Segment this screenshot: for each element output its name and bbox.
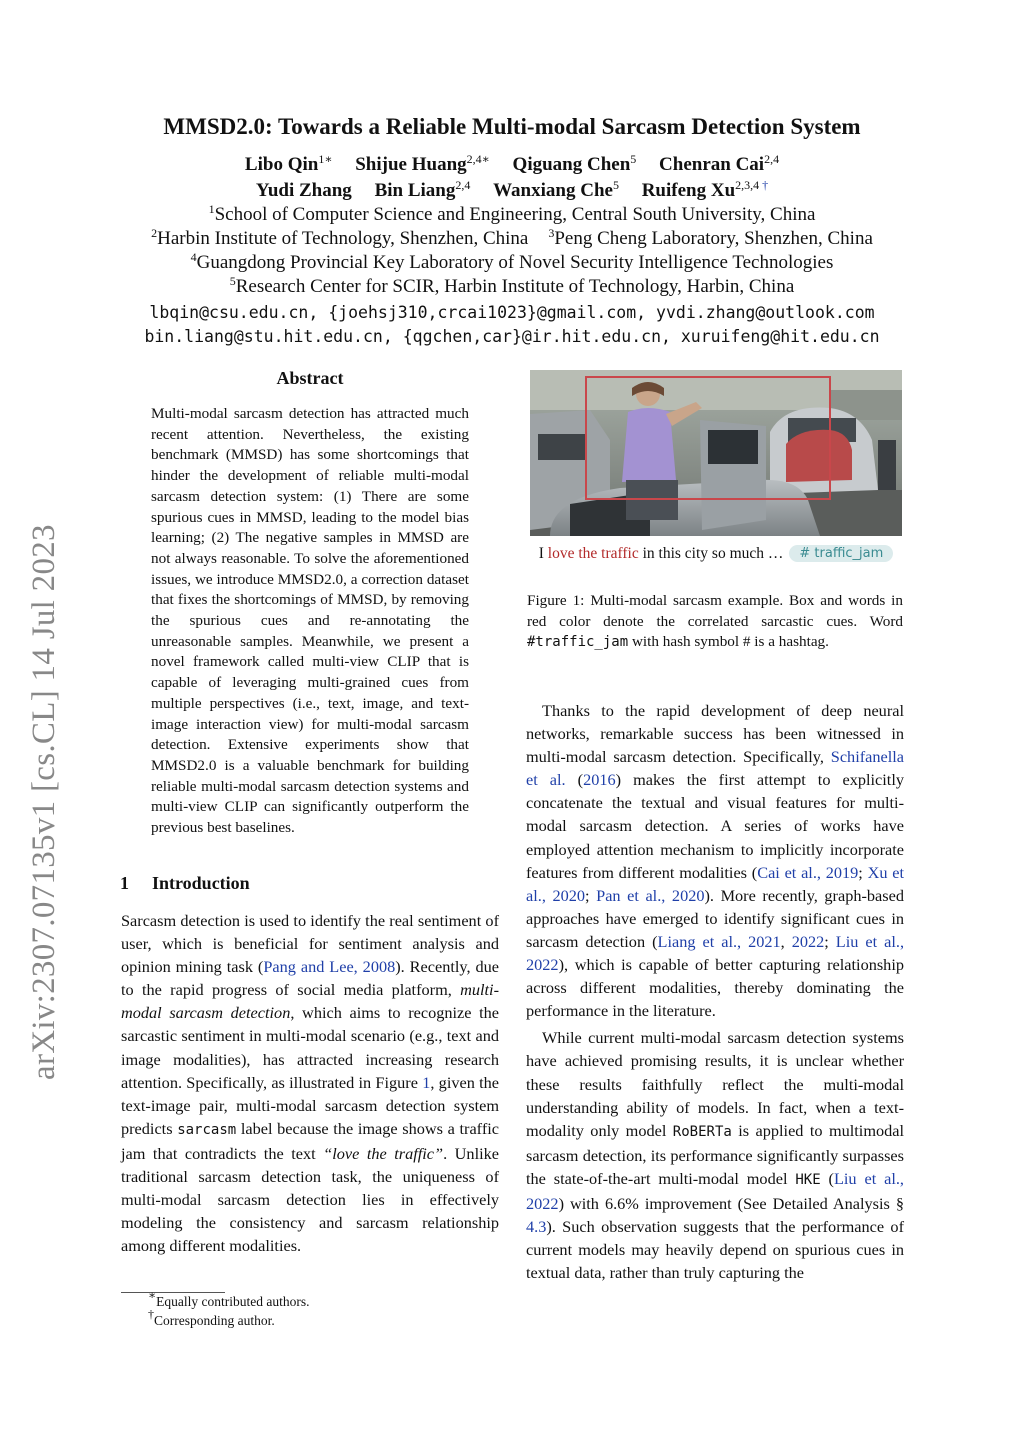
- hashtag-badge: # traffic_jam: [789, 545, 893, 562]
- citation-link[interactable]: Liu et al., 2022: [526, 1168, 904, 1213]
- figure-reference-link[interactable]: 1: [422, 1072, 431, 1092]
- affiliation-4: $^4$Guangdong Provincial Key Laboratory of Novel Security Intelligence Technologies: [190, 250, 834, 273]
- citation-link[interactable]: 2022: [791, 931, 825, 951]
- section-reference-link[interactable]: 4.3: [526, 1217, 547, 1237]
- affiliation-2-3: $^2$Harbin Institute of Technology, Shenzhen, China $^3$Peng Cheng Laboratory, Shenzhen, China: [151, 226, 873, 249]
- paper-title: MMSD2.0: Towards a Reliable Multi-modal Sarcasm Detection System: [163, 114, 861, 139]
- figure-text-caption: I love the traffic in this city so much … # traffic_jam: [530, 545, 902, 571]
- author: Ruifeng $Xu^{2,3,4 \dagger}$: [641, 178, 769, 201]
- citation-link[interactable]: Xu et al., 2020: [526, 862, 904, 905]
- citation-link[interactable]: Liang et al., 2021: [657, 931, 781, 951]
- citation-link[interactable]: Pan et al., 2020: [596, 885, 705, 905]
- arxiv-identifier: arXiv:2307.07135v1 [cs.CL] 14 Jul 2023: [26, 524, 62, 1080]
- paragraph: Sarcasm detection is used to identify the real sentiment of user, which is beneficial for sentiment analysis and opinion mining task (Pang and Lee, 2008). Recently, due to the rapid progress of social media platform, multi-modal sarcasm detection, which aims to recognize the sarcastic sentiment in multi-modal scenario (e.g., text and image modalities), has attracted increasing research attention. Specifically, as illustrated in Figure 1, given the text-image pair, multi-modal sarcasm detection system predicts sarcasm label because the image shows a traffic jam that contradicts the text “love the traffic”. Unlike traditional sarcasm detection task, the uniqueness of multi-modal sarcasm detection lies in effectively modeling the consistency and sarcasm relationship among different modalities.: [121, 911, 500, 1256]
- abstract-text: Multi-modal sarcasm detection has attracted much recent attention. Nevertheless, the existing benchmark (MMSD) has some shortcomings that hinder the development of reliable multi-modal sarcasm detection system: (1) There are some spurious cues in MMSD, leading to the model bias learning; (2) The negative samples in MMSD are not always reasonable. To solve the aforementioned issues, we introduce MMSD2.0, a correction dataset that fixes the shortcomings of MMSD, by removing the spurious cues and re-annotating the unreasonable samples. Meanwhile, we present a novel framework called multi-view CLIP that is capable of leveraging multi-grained cues from multiple perspectives (i.e., text, image, and text-image interaction view) for multi-modal sarcasm detection. Extensive experiments show that MMSD2.0 is a valuable benchmark for building reliable multi-modal sarcasm detection systems and multi-view CLIP can significantly outperform the previous best baselines.: [151, 405, 469, 837]
- abstract-heading: Abstract: [276, 368, 344, 388]
- section-heading-introduction: 1 Introduction: [120, 873, 250, 893]
- author: Yudi Zhang: [255, 180, 352, 201]
- introduction-column-right: [526, 699, 904, 1284]
- citation-link[interactable]: Liu et al., 2022: [526, 931, 905, 975]
- author: Bin Liang$^{2,4}$: [374, 178, 471, 201]
- email-line-2: bin.liang@stu.hit.edu.cn, {qgchen,car}@ir.hit.edu.cn, xuruifeng@hit.edu.cn: [144, 327, 880, 346]
- citation-link[interactable]: Pang and Lee, 2008: [263, 957, 396, 977]
- paragraph: While current multi-modal sarcasm detection systems have achieved promising results, it is unclear whether these results faithfully reflect the multi-modal understanding ability of models. In fact, when a text-modality only model RoBERTa is applied to multimodal sarcasm detection, its performance significantly surpasses the state-of-the-art multi-modal model HKE (Liu et al., 2022) with 6.6% improvement (See Detailed Analysis § 4.3). Such observation suggests that the performance of current models may heavily depend on spurious cues in textual data, rather than truly capturing the: [526, 1028, 905, 1283]
- traffic-photo-illustration: [530, 370, 902, 536]
- corresponding-author-mark[interactable]: †: [762, 178, 769, 192]
- citation-link[interactable]: Schifanella et al.: [526, 747, 904, 790]
- author: Qiguang Chen$^5$: [512, 152, 637, 175]
- author-line-1: [0, 154, 1024, 176]
- author: Wanxiang Che$^5$: [493, 178, 619, 201]
- footnote-equal-contribution: ∗Equally contributed authors.: [148, 1288, 310, 1309]
- footnote-corresponding: †Corresponding author.: [148, 1307, 275, 1328]
- paragraph: Thanks to the rapid development of deep neural networks, remarkable success has been witnessed in multi-modal sarcasm detection. Specifically, Schifanella et al. (2016) makes the first attempt to explicitly concatenate the textual and visual features for multi-modal sarcasm detection. A series of works have employed attention mechanism to implicitly incorporate features from different modalities (Cai et al., 2019; Xu et al., 2020; Pan et al., 2020). More recently, graph-based approaches have emerged to identify significant cues in sarcasm detection (Liang et al., 2021, 2022; Liu et al., 2022), which is capable of better capturing relationship across different modalities, thereby dominating the performance in the literature.: [526, 701, 905, 1021]
- author: Libo Qin$^{1∗}$: [244, 152, 333, 175]
- citation-link[interactable]: 2016: [583, 770, 616, 790]
- figure-traffic-photo: [530, 370, 902, 536]
- author: Chenran Cai$^{2,4}$: [659, 152, 780, 175]
- author: Shijue Huang$^{2,4∗}$: [355, 152, 490, 175]
- citation-link[interactable]: Cai et al., 2019: [757, 862, 859, 882]
- footnote-divider: [121, 1292, 225, 1293]
- affiliation-1: $^1$School of Computer Science and Engineering, Central South University, China: [208, 202, 816, 225]
- email-line-1: lbqin@csu.edu.cn, {joehsj310,crcai1023}@gmail.com, yvdi.zhang@outlook.com: [149, 303, 875, 322]
- figure-1-caption: Figure 1: Multi-modal sarcasm example. Box and words in red color denote the correlated sarcastic cues. Word #traffic_jam with hash symbol # is a hashtag.: [527, 592, 903, 651]
- affiliation-5: $^5$Research Center for SCIR, Harbin Institute of Technology, Harbin, China: [229, 274, 795, 297]
- author-line-2: [0, 180, 1024, 202]
- introduction-column-left: [121, 909, 499, 1257]
